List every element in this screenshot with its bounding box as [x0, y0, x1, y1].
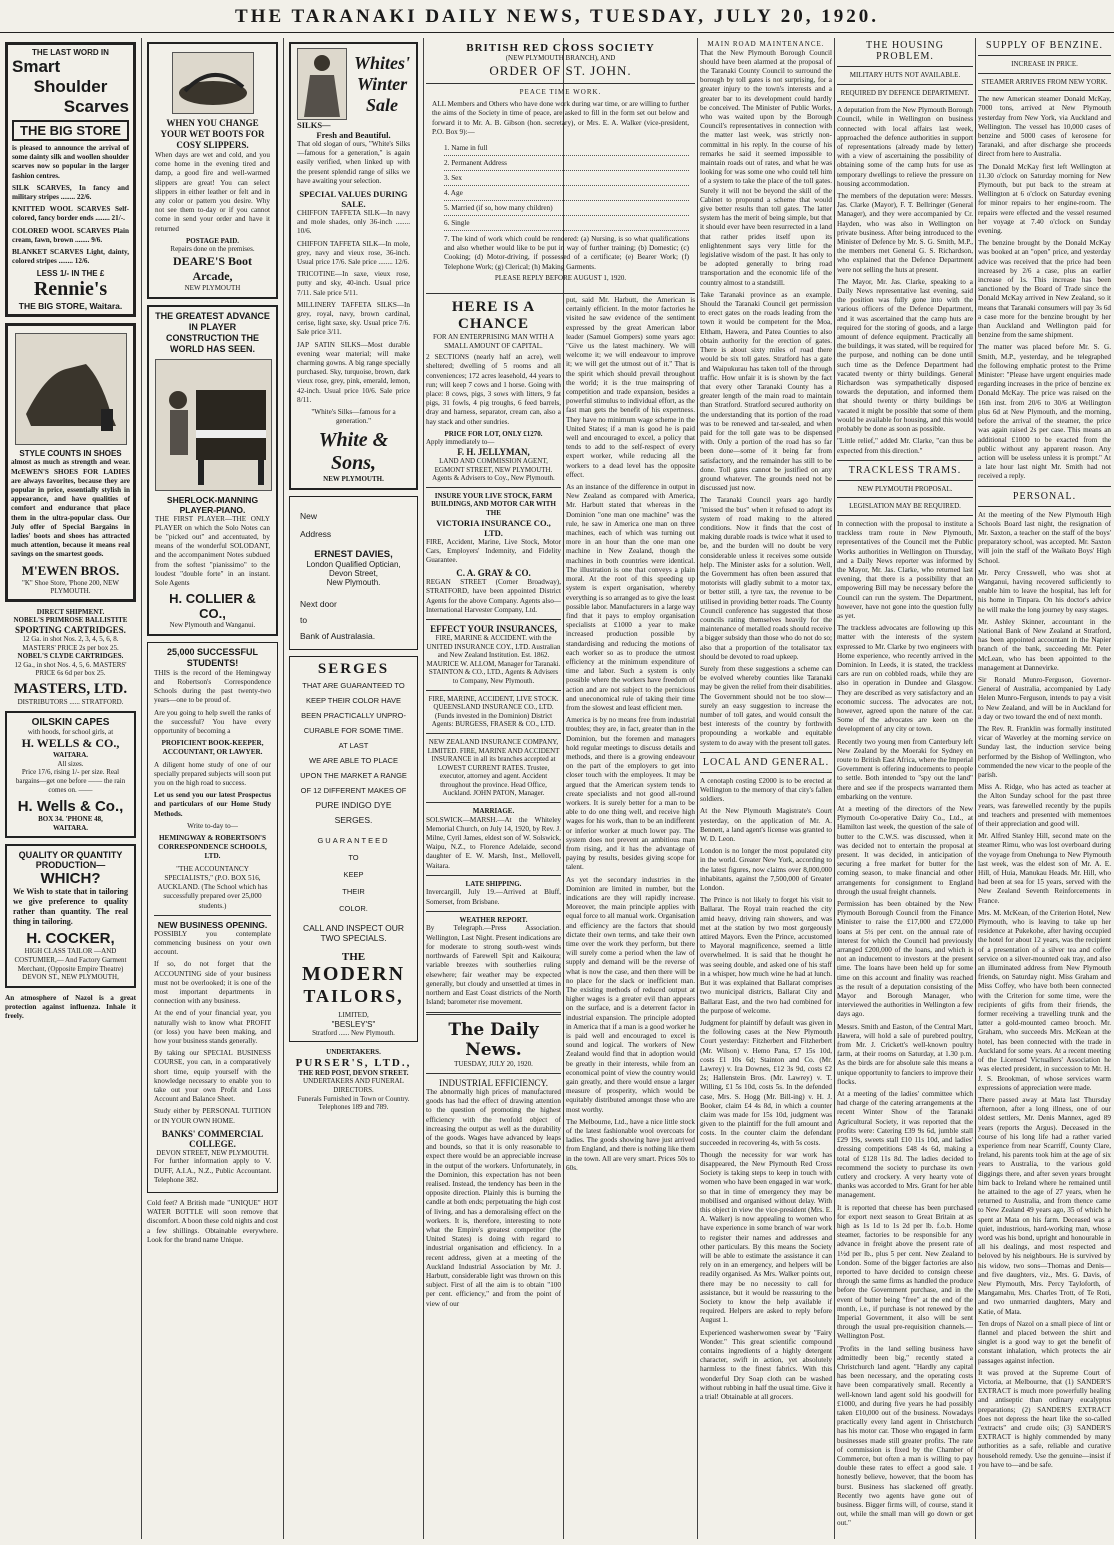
ad-text: GUARANTEED [317, 836, 390, 846]
ad-text: 2 SECTIONS (nearly half an acre), well sheltered; dwelling of 5 rooms and all conveniences; 172 acres leasehold, 44 years to run; will keep 7 cows and 1 horse. Going with place: 8 cows, pigs, 3 sows with litters, 9 fat pigs, 31 fowls, 4 pig troughs, 6 feed barrels, dray and harness, separator, cream can, also a hay stack and other sundries. [426, 353, 561, 426]
ad-text: THIS is the record of the Hemingway and Robertson's Correspondence Schools during the past twenty-two years—one to be proud of. [154, 668, 271, 705]
article-text: A cenotaph costing £2000 is to be erected at Wellington to the memory of that city's fallen soldiers. [700, 776, 832, 804]
section-heading: MARRIAGE. [472, 807, 515, 816]
article-text: The Prince is not likely to forget his visit to Ballarat. The Royal train reached the city amid heavy, driving rain showers, and was met at the station by two most gorgeously attired Mayors. Even the Prince, accustomed to Mayoral magnificence, seemed a little overwhelmed. It is said that he thought he was seeing double, and asked one of his staff in a whisper, how much wine he had at lunch. But it was explained that Ballarat comprises two municipal districts, Ballarat City and Ballarat East, and the two had combined for the purpose of welcome. [700, 896, 832, 1015]
article-text: Take Taranaki province as an example. Should the Taranaki Council get permission to erect gates on the roads leading from the town it would be competent for the Moa, Eltham, Hawera, and Patea Counties to also obtain authority for the erection of gates. There is about sixty miles of road there would be six toll gates. Stratford has a gate and Waipukurau has taken toll of the through traffic. How unfair it is is shown by the fact that every other Taranaki County has a greater length of the main road to maintain than Stratford. Stratford secured authority on the understanding that its portion of the road was to be renewed and tar-sealed, and when paid for the toll gate was to be dispensed with. Only a portion of the road has so far been done—some of it being far from satisfactory, and the remainder has still to be done. Toll gates cannot be justified on any ground whatever. The grounds need not be discussed just now. [700, 290, 832, 493]
ad-address: NEW PLYMOUTH [184, 284, 241, 293]
ad-text: POSTAGE PAID. [185, 236, 240, 245]
ad-address: New Plymouth and Wanganui. [169, 621, 256, 630]
purser-ad [289, 1048, 418, 1112]
ad-text: almost as much as strength and wear. McEWEN'S SHOES FOR LADIES are always favorites, because they are popular in price, essentially stylish in appearance, and have qualities of comfort and endurance that place them in the ultra-popular class. Our July offer of Special Bargains in ladies' boots and shoes has attracted much attention, because it means real savings on the smartest goods. [11, 458, 130, 559]
article-text: Recently two young men from Canterbury left New Zealand by the Moeraki for Sydney en route to British East Africa, where the Imperial Government is offering inducements to people to settle. Both intended to "spy out the land" there and see if the prospects warranted them embarking on the venture. [837, 737, 973, 801]
ad-heading: STYLE COUNTS IN SHOES [19, 449, 122, 459]
big-store-logo: THE BIG STORE [12, 120, 129, 141]
column-6 [700, 38, 832, 1541]
ad-text: TO [348, 853, 359, 863]
notice-text: Invercargill, July 19.—Arrived at Bluff, Somerset, from Brisbane. [426, 888, 561, 906]
ad-text: with hoods, for school girls, at [27, 727, 114, 736]
ad-text: OF 12 DIFFERENT MAKES OF [300, 786, 407, 796]
ad-address: THE RED POST, DEVON STREET. [298, 1068, 409, 1077]
ad-text: Address [300, 529, 332, 540]
ad-name: M'EWEN BROS. [21, 562, 120, 578]
article-subheading: NEW PLYMOUTH PROPOSAL. [857, 484, 953, 493]
ad-text: Devon Street, [329, 569, 378, 579]
article-text: Surely from these suggestions a scheme can be evolved whereby counties like Taranaki may be given the relief from their disabilities. The Government should not be too slow—surely an easy suggestion to increase the number of toll gates, and would consult the best interests of the country by forthwith propounding a workable and equitable system to do away with the present toll gates. [700, 665, 832, 747]
editorial-date: TUESDAY, JULY 20, 1920. [454, 1060, 533, 1069]
ad-text: BOX 34. 'PHONE 48, [38, 815, 103, 824]
ad-heading: UNDERTAKERS. [326, 1048, 381, 1057]
ad-text: to [300, 615, 308, 626]
ad-text: FIRE, Accident, Marine, Live Stock, Motor Cars, Employers' Indemnity, and Fidelity Guarantee. [426, 537, 561, 564]
ad-text: NOBEL'S PRIMROSE BALLISTITE [13, 616, 128, 625]
ad-name: DEARE'S Boot Arcade, [172, 254, 252, 284]
ad-text: Repairs done on the premises. [170, 245, 255, 254]
ad-text: POSSIBLY you contemplate commencing business on your own account. [154, 929, 271, 957]
ad-heading: SPECIAL VALUES DURING SALE. [299, 189, 408, 210]
article-heading: TRACKLESS TRAMS. [848, 464, 962, 476]
article-text: Mr. Percy Cresswell, who was shot at Wanganui, having recovered sufficiently to enable him to leave the hospital, has left for his home in Tinpara. On his doctor's advice he will make the long journey by easy stages. [978, 568, 1111, 614]
ad-text: DIRECT SHIPMENT. [36, 607, 105, 616]
column-rule [141, 38, 142, 1539]
ad-heading: THE GREATEST ADVANCE IN PLAYER CONSTRUCTION THE WORLD HAS SEEN. [155, 310, 270, 354]
banks-college-ad [147, 642, 278, 1193]
ad-heading: HERE IS A CHANCE [451, 299, 536, 332]
ad-text: Let us send you our latest Prospectus and particulars of our Home Study Methods. [154, 791, 271, 818]
article-text: Though the necessity for war work has disappeared, the New Plymouth Red Cross Society is taking steps to keep in touch with women who have been engaged in war work, so that in time of emergency they may be mobilised and organised without delay. With this object in view the vice-president (Mrs. E. A. Walker) is now appealing to women who have experience in some branch of war work to register their names and addresses and other particulars. By this means the Society will be able to estimate the assistance it can rely on in an emergency, and helpers will be readily organised. As Mrs. Walker points out, there may be no necessity to call for assistance, but it would be reassuring to the Society to know the help available if required. Helpers are asked to reply before August 1. [700, 1150, 832, 1325]
ad-text: Write to-day to— [187, 821, 238, 830]
article-text: As an instance of the difference in output in New Zealand as compared with America, Mr. Harbutt stated that whereas in the Dominion "one man one machine" was the rule, he saw in America one man on three machines, each of which was turning out more in an hour than the one man one machine in New Zealand, though the machines in both countries were identical. The illustration is one that conveys a plain moral. At the root of this speeding up system is expert organisation, whereby everything is so arranged as to give the least possible labor. Manufacturers in a large way find that it pays to employ organisation specialists at £1000 a year to make increased production possible by standardising and reducing the motions of each worker so as to produce the utmost efficiency at the minimum expenditure of time and labor. Such a system is only possible where the workers have freedom of action and are not subject to the pernicious and uneconomical rule of taking their time from the slowest and least efficient men. [566, 483, 695, 712]
ad-text: CALL AND INSPECT OUR TWO SPECIALS. [302, 923, 405, 944]
ad-heading: Whites' [353, 52, 410, 73]
ad-text: WAITARA. [52, 751, 89, 760]
form-field-married: 5. Married (if so, how many children) [444, 201, 689, 216]
ad-text: SERGES. [334, 815, 373, 826]
wells-ad [5, 711, 136, 839]
article-heading: THE HOUSING PROBLEM. [866, 40, 944, 62]
ad-item: "White's Silks—famous for a generation." [311, 408, 396, 426]
piano-illustration [155, 359, 272, 491]
ad-text: Study either by PERSONAL TUITION or IN YOUR OWN HOME. [154, 1107, 271, 1125]
ad-heading: OILSKIN CAPES [31, 716, 110, 728]
article-text: It was proved at the Supreme Court of Victoria, at Melbourne, that (1) SANDER'S EXTRACT is much more powerfully healing and antiseptic than ordinary eucalyptus preparations; (2) SANDER'S EXTRACT does not depress the heart like the so-called "extracts" and crude oils; (3) SANDER'S EXTRACT is highly commended by many authorities as a safe, reliable and curative household remedy. Use the genuine—insist if you have to—and be safe. [978, 1368, 1111, 1469]
ad-heading: Winter [356, 73, 408, 94]
article-text: The Rev. R. Franklin was formally instituted vicar of Waverley at the morning service on Sunday last, the induction service being performed by the Bishop of Wellington, who commended the new vicar to the people of the parish. [978, 724, 1111, 779]
ad-text: UNDERTAKERS AND FUNERAL DIRECTORS. [303, 1077, 404, 1095]
nazol-notice: An atmosphere of Nazol is a great protection against influenza. Inhale it freely. [5, 993, 136, 1021]
ad-text: We Wish to state that in tailoring we give preference to quality rather than quantity. The real thing in tailoring. [13, 887, 128, 927]
collier-ad [147, 305, 278, 636]
article-text: "Profits in the land selling business have admittedly been big," recently stated a Christchurch land agent. "Hardly any capital has been necessary, and the operating costs have been comparatively small. Recently a well-known land agent sold his goodwill for £1000, and during five years he had possibly taken £10,000 out of the business. Nowadays practically every land agent in Christchurch has his motor car. Those who engaged in farm businesses made still greater profits. The rate of commission is fixed by the Chamber of Commerce, but often a man is willing to pay double these rates to effect a good sale. I honestly believe, however, that the boom has burst. Business has slackened off greatly. Recently two agents have gone out of business. Bigger firms will, of course, stand it out, while the small man will go down or get out." [837, 1344, 973, 1528]
article-text: In connection with the proposal to institute a trackless tram route in New Plymouth, representatives of the Council met the Public Works authorities in Wellington on Thursday, and a Daily News reporter was informed by the Mayor, Mr. Jas. Clarke, who returned last evening, that there is a possibility that an empowering Bill may be necessary before the Council can run the system. The Department, however, have not gone into the question fully as yet. [837, 519, 973, 620]
article-heading: SUPPLY OF BENZINE. [986, 40, 1103, 51]
column-rule [423, 38, 424, 1539]
ad-item: CHIFFON TAFFETA SILK—In mole, grey, navy and vieux rose, 36-inch. Usual price 17/6. Sale price ........ 12/6. [297, 239, 410, 267]
section-heading: WEATHER REPORT. [459, 915, 528, 924]
column-rule [283, 38, 284, 1539]
column-2 [144, 38, 281, 1541]
notice-heading: BRITISH RED CROSS SOCIETY [466, 42, 655, 54]
ad-text: If so, do not forget that the ACCOUNTING side of your business must not be overlooked; it is one of the most important departments in connection with any business. [154, 960, 271, 1006]
article-text: London is no longer the most populated city in the world. Greater New York, according to the latest figures, now claims over 8,000,000 inhabitants, against the 7,500,000 of Greater London. [700, 847, 832, 893]
masthead: THE TARANAKI DAILY NEWS, TUESDAY, JULY 20, 1920. [0, 6, 1114, 33]
ad-text: By taking our SPECIAL BUSINESS COURSE, you can, in a comparatively short time, equip yourself with the knowledge necessary to enable you to take out your own Profit and Loss Account and Balance Sheet. [154, 1049, 271, 1104]
form-field-age: 4. Age [444, 186, 689, 201]
ad-address: HIGH CLASS TAILOR —AND COSTUMIER,— And Factory Garment Merchant, (Opposite Empire Theatre) DEVON ST., NEW PLYMOUTH, [14, 947, 127, 982]
article-text: It is reported that cheese has been purchased for export next season to Great Britain at as high as 1s 1d to 1s 2d per lb. f.o.b. Home steamer, factories to be responsible for any advance in freight above the present rate of 1½d per lb., plus 5 per cent. New Zealand to London. Some of the bigger factories are also reported to have decided to consign cheese through the same firms as handled the produce before the Government purchase, and in the event of butter being "free" at the end of the month, i.e., if purchase is not renewed by the Imperial Government, it also will be sent through the usual pre-requisition channels.—Wellington Post. [837, 1203, 973, 1341]
ad-name: MASTERS, LTD. [13, 681, 128, 698]
ad-text: REGAN STREET (Corner Broadway), STRATFORD, have been appointed District Agents for the above Company. Agents also—International Harvester Company, Ltd. [426, 578, 561, 614]
ad-name: H. COLLIER & CO., [169, 591, 256, 622]
ad-text: THAT ARE GUARANTEED TO [302, 681, 405, 691]
ad-text: PROFICIENT BOOK-KEEPER, ACCOUNTANT, OR LAWYER. [161, 739, 264, 757]
notice-text: SOLSWICK—MARSH.—At the Whiteley Memorial Church, on July 14, 1920, by Rev. J. Milne, Cyril James, eldest son of W. Solswick, Waipu, N.Z., to Florence Adelaide, second daughter of E. W. Marsh, Inst., Mellovell, Waitara. [426, 815, 561, 870]
form-field-name: 1. Name in full [444, 141, 689, 156]
article-text: The trackless advocates are following up this matter with the interests of the system expressed to Mr. Clarke by two engineers with Home experience, who recently arrived in the Dominion. In Leeds, it is stated, the trackless cars are run on cobbled roads, while they are also in operation in Dundee and Glasgow. They are described as very satisfactory and an economic success. The advocates are not, however, agreed upon the nature of the car. Some of the advocates are keen on the development of any city or town. [837, 624, 973, 734]
article-text: Mrs. M. McKean, of the Criterion Hotel, New Plymouth, who is leaving to take up her residence at Pukekohe, after having occupied the hotel for about 12 years, was the recipient of a presentation of a silver tea and coffee service on a silver-mounted oak tray, and also an illuminated address from New Plymouth friends, on Saturday night. Miss Graham and Miss Coffey, who have both been connected with the Criterion for some time, were the recipients of gifts from their friends, the former receiving a travelling trunk and the latter a gold-mounted cameo brooch. Mr. Graham, who succeeds Mrs. McKean at the hotel, has been connected with the trade in Auckland for some years. At a recent meeting of the Licensed Victuallers' Association he was elected president, in succession to Mr. H. J. S. Brookman, of whose services warm expressions of appreciation were made. [978, 908, 1111, 1092]
ad-text: For further information apply to V. DUFF, A.I.A., N.Z., Public Accountant. Telephone 382. [154, 1157, 271, 1184]
ad-name: MODERN [301, 963, 406, 986]
article-subheading: REQUIRED BY DEFENCE DEPARTMENT. [840, 88, 970, 97]
notice-heading: ORDER OF ST. JOHN. [489, 62, 632, 78]
section-rule [426, 293, 695, 294]
ad-item: KNITTED WOOL SCARVES Self-colored, fancy border ends ........ 21/-. [12, 205, 129, 223]
ad-name: C. A. GRAY & CO. [456, 568, 531, 579]
ad-text: Apply immediately to— [426, 438, 495, 447]
article-subheading: MILITARY HUTS NOT AVAILABLE. [849, 71, 961, 79]
article-text: There passed away at Mata last Thursday afternoon, after a long illness, one of our oldest settlers, Mr. Denis Mannex, aged 89 years (reports the Argus). Deceased in the course of his long life had a rather varied experience from near Scarriff, County Clare, Ireland, his parents took him at the age of six years to Australia, to the various gold diggings there, and after seven years brought him back to Ireland where he remained until he attained to the age of 27 years, when he returned to Australia, and from thence came to New Zealand 49 years ago, 35 of which he spent at Mata on his farm. Deceased was a quiet, industrious, hard-working man, whose word was his bond, upright and honourable in all his dealings, and most respected and beloved by his neighbours. He is survived by his widow, two sons—Thomas and Denis—and five daughters, viz., Mrs. G. Davis, of New Plymouth, Mrs. Percy Tayloforth, of Mangamahu, Mrs. Charles Trott, of Te Roti, and two unmarried daughters, Mary and Katie, of Mata. [978, 1095, 1111, 1316]
form-field-single: 6. Single [444, 216, 689, 231]
section-heading: PERSONAL. [1012, 490, 1077, 502]
article-text: Permission has been obtained by the New Plymouth Borough Council from the Finance Minister to raise the £17,000 and £72,000 loans at 5½ per cent. on the annual rate of interest for which the Council had previously arranged £200,000 of the loans, and which is not an inducement to investors at the present time. The loans have been held up for some time on this account and finality was reached as the result of a deputation consisting of the Mayor and Borough Manager, who interviewed the authorities in Wellington a few days ago. [837, 900, 973, 1019]
ad-address: DEVON STREET, NEW PLYMOUTH. [156, 1148, 269, 1157]
notice-text: ALL Members and Others who have done work during war time, or are willing to further the aims of the Society in time of peace, are asked to fill in the form set out below and forward it to Mr. A. B. Gibson (hon. secretary), or Mrs. E. A. Walker (vice-president, P.O. Box 9):— [432, 100, 689, 136]
shoe-illustration [15, 333, 127, 445]
column-rule [975, 38, 976, 1539]
article-text: Ten drops of Nazol on a small piece of lint or flannel and placed between the shirt and singlet is a good way to get the benefit of constant inhalation, which protects the air passages against infection. [978, 1319, 1111, 1365]
ad-text: Funerals Furnished in Town or Country. Telephones 189 and 789. [297, 1094, 410, 1112]
section-heading: LOCAL AND GENERAL. [702, 756, 830, 768]
column-4 [426, 296, 561, 1541]
ad-heading: Smart [12, 57, 61, 76]
ad-text: AT LAST [338, 741, 369, 751]
article-text: Sir Ronald Munro-Ferguson, Governor-General of Australia, accompanied by Lady Helen Munro-Ferguson, intends to pay a visit to New Zealand, and will be in Auckland for a day or two toward the end of next month. [978, 675, 1111, 721]
article-text: The Donald McKay first left Wellington at 11.30 o'clock on Saturday morning for New Plymouth, but put back to the stream at Wellington at 6 o'clock on Saturday evening for minor repairs to her engine-room. The repairs were effected and the vessel resumed her voyage at 7.40 o'clock on Sunday evening. [978, 162, 1111, 236]
ad-text: All sizes. [57, 759, 84, 768]
davies-ad [289, 496, 418, 650]
article-text: The members of the deputation were: Messrs. Jas. Clarke (Mayor), F. T. Bellringer (General Manager), and they were accompanied by Cr. Hayden, who was also in Wellington on private business. After being introduced to the Minister of Defence by Mr. S. G. Smith, M.P., the members met General G. S. Richardson, who explained that the Defence Department were not selling the huts at present. [837, 192, 973, 274]
column-rule [697, 38, 698, 1539]
ad-name: H. Wells & Co., [17, 798, 124, 816]
ad-text: FOR AN ENTERPRISING MAN WITH A SMALL AMOUNT OF CAPITAL. [432, 333, 555, 350]
column-1 [2, 38, 139, 1541]
ad-text: 12 Ga., in shot Nos. 4, 5, 6. MASTERS' PRICE 6s 6d per box 25. [14, 660, 127, 678]
ad-heading: WHEN YOU CHANGE YOUR WET BOOTS FOR COSY SLIPPERS. [160, 118, 265, 150]
ad-name: ERNEST DAVIES, [314, 549, 393, 561]
ad-text: Next door [300, 599, 337, 610]
column-7 [837, 38, 973, 1541]
article-text: The Taranaki Council years ago hardly "missed the bus" when it refused to adopt its system of road making to the altered conditions. Now it finds that the cost of making durable roads is twice what it used to be, and the burden will no doubt be very considerable unless it receives some outside help. The Minister asks for a solution. Well, the Government has often been assured that motorists will gladly submit to a motor tax, or better still, a tyre tax, the revenue to be utilised in providing better roads. The County Council conference has suggested that those councils rating themselves heavily for the maintenance of metalled roads should receive a bigger subsidy than those who do not do so; also that a proportion of the totalisator tax should be devoted to road upkeep. [700, 496, 832, 661]
ad-name: F. H. JELLYMAN, [457, 447, 530, 457]
section-heading: LATE SHIPPING. [465, 879, 522, 888]
article-text: put, said Mr. Harbutt, the American is certainly efficient. In the motor factories he visited he saw evidence of the sentiment expressed by the great American labor leader (Samuel Gompers) some years ago: "Give us the latest machinery. We will welcome it; we will endeavour to improve it; we will get the utmost out of it." That is the spirit which should prevail throughout the world; it is the true mainspring of competition and trade expansion, besides a powerful stimulus to individual effort, as the fast man gets the benefit of his expertness. They have no minimum wage scheme in the United States; if a man is good he is paid well and encouraged to excel, a policy that tends to add to the self-respect of every expert worker, while reducing all the workers to a dead level has the opposite effect. [566, 296, 695, 479]
ad-text: Fresh and Beautiful. [316, 130, 391, 140]
ad-heading: EFFECT YOUR INSURANCES, [430, 623, 557, 634]
article-text: At the meeting of the New Plymouth High Schools Board last night, the resignation of Mr. Saxton, a teacher on the staff of the boys' preparatory school, was accepted. Mr. Saxton will join the staff of the Waikato Boys' High School. [978, 510, 1111, 565]
notice-subheading: PEACE TIME WORK. [519, 87, 602, 96]
article-text: The new American steamer Donald McKay, 7000 tons, arrived at New Plymouth yesterday from New York, via Auckland and Wellington. The vessel has 10,000 cases of benzine and 5000 cases of kerosene for Taranaki, and after discharge she proceeds direct from here to Australia. [978, 95, 1111, 159]
ad-heading: INSURE YOUR LIVE STOCK, FARM BUILDINGS, AND MOTOR CAR WITH THE [431, 491, 556, 517]
red-cross-notice [426, 38, 695, 292]
notice-text: 7. The kind of work which could be rendered: (a) Nursing, is so what qualifications and also whether would like to be put in way of further training; (b) Domestic; (c) Cooking; (d) Motor-driving, if possessed of a certificate; (e) Bearer Work; (f) Telephone Work; (g) Clerical; (h) Making Garments. [444, 235, 689, 271]
unique-notice: Cold feet? A British made "UNIQUE" HOT WATER BOTTLE will soon remove that discomfort. A boon these cold nights and cost a few shillings. Obtainable everywhere. Look for the brand name Unique. [147, 1198, 278, 1244]
ad-name: PURSER'S, LTD., [295, 1056, 412, 1069]
ad-heading: SHERLOCK-MANNING PLAYER-PIANO. [166, 494, 259, 515]
ad-text: Price 17/6, rising 1/- per size. Real bargains—get one before —— the rain comes on. —— [15, 768, 126, 794]
article-subheading: LEGISLATION MAY BE REQUIRED. [849, 502, 961, 511]
article-text: The benzine brought by the Donald McKay was booked at an "open" price, and yesterday advice was received that the price had been increased by 2/6 a case, plus an earlier increase of 1s. This increase has been sanctioned by the Board of Trade since the Donald McKay arrived in New Zealand, so it means that Taranaki consumers will pay 3s 6d a case more for the benzine brought by her than Auckland and Wellington paid for benzine from the same shipment. [978, 239, 1111, 340]
mcewen-ad [5, 323, 136, 601]
modern-tailors-ad [289, 656, 418, 1042]
ad-text: THE FIRST PLAYER—THE ONLY PLAYER on which the Solo Notes can be "picked out" and accentuated, by means of the wonderful SOLODANT, and the accompaniment Notes subdued from the softest "pianissimo" to the loudest "double forte" in an instant. Sole Agents [155, 514, 270, 588]
ad-text: At the end of your financial year, you naturally wish to know what PROFIT (or loss) you have been making, and how your business stands generally. [154, 1009, 271, 1045]
article-text: Mr. Ashley Skinner, accountant in the National Bank of New Zealand at Stratford, has been appointed accountant in the Napier branch of the bank, succeeding Mr. Peter McLean, who has been appointed to the management at Dannevirke. [978, 617, 1111, 672]
ad-text: When days are wet and cold, and you come home in the evening tired and damp, a good fire and well-warmed slippers are great! You can select slippers in either leather or felt and in any color or pattern you desire. Why not see them to-day or if you cannot come in send your order and have it returned [155, 151, 270, 233]
ad-name: H. WELLS & CO., [21, 736, 120, 751]
ad-item: JAP SATIN SILKS—Most durable evening wear material; will make charming gowns. A big range specially purchased. Sky, turquoise, brown, dark vieux rose, grey, pink, emerald, lemon, 42-inch. Usual price 10/6. Sale price 8/11. [297, 340, 410, 404]
ad-heading: Sale [365, 94, 398, 115]
ad-text: HEMINGWAY & ROBERTSON'S CORRESPONDENCE SCHOOLS, LTD. [158, 834, 267, 861]
article-text: A deputation from the New Plymouth Borough Council, while in Wellington on business connected with local affairs last week, approached the defence authorities in support of representations (already made by letter) with a view of ascertaining the possibility of obtaining some of the camp huts for use as temporary dwellings to relieve the pressure on housing accommodation. [837, 106, 973, 188]
article-heading: INDUSTRIAL EFFICIENCY. [438, 1077, 548, 1088]
ad-address: "K" Shoe Store, 'Phone 200, NEW PLYMOUTH. [22, 578, 119, 596]
article-text: The Mayor, Mr. Jas. Clarke, speaking to a Daily News representative last evening, said the position was fully gone into with the various officers of the Defence Department, and it was ascertained that the camp huts are required for the storing of goods, and a large amount of defence equipment. Practically all the buildings, it was stated, will be required for the purpose, and nothing can be done until such time as the Defence Department had vacated twenty or thirty buildings. General Richardson was sympathetically disposed towards the deputation, and informed them that should twenty or thirty buildings be vacated it might be possible that some of them would be available for housing, and this would probably be done as soon as possible. [837, 277, 973, 434]
article-text: The abnormally high prices of manufactured goods has had the effect of drawing attention to the question of promoting the highest efficiency with the twofold object of increasing the output as well as the durability of the goods. Wages have advanced by leaps and bounds, so that it is only reasonable to expect there would be an appreciable increase in the output of the workers. Unfortunately, in the Dominion, this expectation has not been realised. Instead, the tendency has been in the opposite direction. Plainly this is burning the candle at both ends; perpetuating the high cost of living, and has a demoralising effect on the workers. It is, therefore, interesting to note what the Empire's greatest competitor (the United States) is doing with regard to industrial organisation and efficiency. In a recent address, given at a meeting of the Auckland Industrial Association by Mr. J. Harbutt, considerable light was thrown on this subject. First of all the aim is to obtain "100 per cent. efficiency," and from the point of view of our [426, 1087, 561, 1308]
ad-heading: WHICH? [40, 870, 101, 888]
notice-text: PLEASE REPLY BEFORE AUGUST 1, 1920. [494, 273, 627, 282]
article-subheading: STEAMER ARRIVES FROM NEW YORK. [981, 77, 1108, 86]
ad-item: TRICOTINE—In saxe, vieux rose, putty and sky, 40-inch. Usual price 7/11. Sale price 5/11. [297, 270, 410, 297]
ad-text: PURE INDIGO DYE [315, 800, 392, 811]
article-text: Miss A. Ridge, who has acted as teacher at the Alton Sunday school for the past three years, was farewelled recently by the pupils and teachers and presented with mementoes of their appreciation and good will. [978, 783, 1111, 829]
slipper-illustration [172, 52, 254, 114]
ad-text: Are you going to help swell the ranks of the successful? You have every opportunity of becoming a [154, 708, 271, 736]
ad-heading: THE LAST WORD IN [32, 48, 109, 57]
ad-text: FIRE, MARINE & ACCIDENT. with the UNITED INSURANCE COY., LTD. Australian and New Zealand Institution. Est. 1862. MAURICE W. ALLOM, Manager for Taranaki. STAINTON & CO., LTD., Agents & Advisers to Company, New Plymouth. [426, 633, 561, 685]
ad-text: THEIR [342, 887, 365, 897]
ad-heading: NEW BUSINESS OPENING. [157, 919, 268, 930]
ad-name: TAILORS, [303, 986, 404, 1007]
ad-address: DISTRIBUTORS ...... STRATFORD. [17, 698, 124, 707]
article-text: America is by no means free from industrial troubles; they are, in fact, greater than in the Dominion, but the foremen and managers hold regular meetings to discuss details and methods, and there is a growing endeavour on the part of the employers to get into closer touch with the employees. It may be argued that the American system tends to create specialists and not good all-round workers. It is surely better for a man to be able to do one thing well, and receive high wages for his work, than to be an indifferent or inferior worker at much lower pay. The system does not prevent an ambitious man from rising, and it has the advantage of paying by results, besides giving scope for talent. [566, 716, 695, 872]
ad-text: LIMITED, [338, 1011, 369, 1020]
ad-heading: 25,000 SUCCESSFUL STUDENTS! [166, 646, 259, 668]
article-text: As yet the secondary industries in the Dominion are limited in number, but the indications are they will rapidly increase. Moreover, the main principle applies with equal force to all manual work. Organisation and efficiency are the factors that should dictate their own terms, and take their own time over the work they perform, but there will surely come a period when the law of supply and demand will be the reverse of what is now the case, and then there will be no place for the slack or inefficient man. The existing methods of reduced output at higher wages is a greater evil than appears on the surface, and is a deterrent factor in industrial expansion. The principle adopted in America that if a man is a good worker he is paid well and encouraged to excel is sound and logical. The workers of New Zealand would find that in adoption would be greatly in their interests, while from an economical point of view the country would gain greatly, and there would ensue a larger measure of prosperity, which would be equitably distributed amongst those who are most worthy. [566, 875, 695, 1114]
ad-heading: PRODUCTION— [35, 860, 106, 871]
editorial-masthead: The Daily News. [448, 1020, 539, 1061]
big-store-ad [5, 42, 136, 317]
ad-item: BLANKET SCARVES Light, dainty, colored stripes ........ 12/6. [12, 248, 129, 266]
ad-heading: SERGES [317, 661, 390, 678]
ad-text: is pleased to announce the arrival of some dainty silk and woollen shoulder scarves now so popular in the larger fashion centres. [12, 144, 129, 180]
ad-address: LAND AND COMMISSION AGENT, EGMONT STREET, NEW PLYMOUTH. Agents & Advisers to Coy., New Plymouth. [432, 457, 555, 483]
article-text: The matter was placed before Mr. S. G. Smith, M.P., yesterday, and he telegraphed the following emphatic protest to the Prime Minister: "Please have urgent enquiries made regarding increases in the price of benzine ex Donald McKay. The price was raised on the 16th inst. from 20/6 to 30/6 at Wellington plus 6d at New Plymouth, and the morning, before the arrival of the steamer, the price was again raised 2s per case. This means an additional £1000 to be exacted from the public without any apparent reason. Any action will be useless unless it is prompt." At a late hour last night Mr. Smith had not received a reply. [978, 343, 1111, 481]
article-text: At the New Plymouth Magistrate's Court yesterday, on the application of Mr. A. Bennett, a land agent's license was granted to W. D. Leon. [700, 807, 832, 844]
ad-text: UPON THE MARKET A RANGE [300, 771, 407, 781]
cocker-ad [5, 844, 136, 987]
rennie-logo: Rennie's [33, 278, 108, 301]
article-text: At a meeting of the ladies' committee which had charge of the catering arrangements at the recent Winter Show of the Taranaki Agricultural Society, it was reported that the profits were: Catering £39 9s 6d, jumble stall £29 19s, sweets stall £10 11s 10d, and ladies' dressing competitions £48 4s 6d, making a total of £128 11s 8d. The ladies decided to recommend the society to purchase its own cutlery and crockery. A very hearty vote of thanks was accorded to Mrs. Grant for her able management. [837, 1090, 973, 1200]
column-3 [286, 38, 421, 1541]
ad-address: NEW PLYMOUTH. [323, 475, 384, 484]
ad-text: WE ARE ABLE TO PLACE [309, 756, 398, 766]
ad-text: NOBEL'S CLYDE CARTRIDGES. [17, 652, 124, 661]
article-heading: MAIN ROAD MAINTENANCE. [707, 40, 825, 48]
ad-item: COLORED WOOL SCARVES Plain cream, fawn, brown ........ 9/6. [12, 226, 129, 244]
ad-text: Bank of Australasia. [300, 631, 376, 642]
form-field-sex: 3. Sex [444, 171, 689, 186]
ad-text: CURABLE FOR SOME TIME. [303, 726, 404, 736]
ad-text: WAITARA. [52, 823, 89, 832]
ad-text: New [300, 511, 318, 522]
ad-text: COLOR. [339, 904, 368, 914]
whites-sale-ad [289, 42, 418, 490]
ad-heading: SPORTING CARTRIDGES. [15, 625, 126, 636]
ad-text: KEEP THEIR COLOR HAVE [305, 696, 402, 706]
ad-heading: Shoulder [33, 77, 108, 96]
ad-text: That old slogan of ours, "White's Silks—famous for a generation," is again easily verified, when linked up with the present splendid range of silks we have awaiting your selection. [297, 140, 410, 185]
ad-name: H. COCKER, [26, 930, 115, 948]
lady-illustration [297, 48, 347, 120]
article-text: At a meeting of the directors of the New Plymouth Co-operative Dairy Co., Ltd., at Hamilton last week, the question of the sale of butter to the C.W.S. was discussed, when it was decided not to entertain the proposal at present. It was decided, in anticipation of securing a free market for butter for the coming season, to make financial and other arrangements for consignment to England through the usual freight channels. [837, 804, 973, 896]
notice-subheading: (NEW PLYMOUTH BRANCH), AND [505, 54, 616, 62]
article-text: The Melbourne, Ltd., have a nice little stock of the latest fashionable wool overcoats for ladies. The goods showing have just arrived from England, and there is nothing like them in the town. All are very smart. Prices 50s to 60s. [566, 1117, 695, 1172]
article-text: Messrs. Smith and Easton, of the Central Mart, Hawera, will hold a sale of purebred poultry, from Mr. J. Crickett's well-known poultry farm, at their rooms on Saturday, at 1.30 p.m. As the birds are for absolute sale this means a unique opportunity to fanciers to improve their flocks. [837, 1022, 973, 1086]
article-text: Experienced washerwomen swear by "Fairy Wonder." This great scientific compound contains ingredients of a highly detergent character, swift in action, yet absolutely harmless to the finest fabrics. With this wonderful Dry Soap cloth can be washed without rubbing in half the usual time. Give it a trial! Obtainable at all grocers. [700, 1328, 832, 1402]
ad-text: New Plymouth. [326, 578, 381, 588]
ad-heading: QUALITY OR QUANTITY [18, 850, 123, 861]
article-subheading: INCREASE IN PRICE. [1011, 60, 1078, 68]
ad-text: 12 Ga. in shot Nos. 2, 3, 4, 5, 6, 8. MASTERS' PRICE 2s per box 25. [22, 635, 119, 652]
ad-address: Stratford ...... New Plymouth. [312, 1028, 395, 1037]
ad-item: CHIFFON TAFFETA SILK—In navy and mole shades, only 36-inch ........ 10/6. [297, 209, 410, 236]
form-field-address: 2. Permanent Address [444, 156, 689, 171]
article-text: That the New Plymouth Borough Council should have been alarmed at the proposal of the Taranaki County Council to surround the borough by toll gates is not surprising, for a greater injury to the town's interests and a greater bar to its development could hardly be conceived. The Minister of Public Works, who was waited upon by the Borough Council's representatives in connection with the matter last week, was strictly non-committal in his reply. In the course of his remarks he said it seemed impossible to maintain roads out of rates, and what he was looking for was some one who could tell him of a system to take the place of the toll gates. Surely it will not be beyond the skill of the Cabinet to propound a scheme that would give better results than toll gates. The latter system has the merit of being simple, but that it should ever have been resurrected in a land that rather prides itself upon its enlightenment says very little for the legislative wisdom of the past. It has only to be adopted generally to bring road transportation and the economic life of the country almost to a standstill. [700, 48, 832, 287]
notice-text: By Telegraph.—Press Association. Wellington, Last Night. Present indications are for moderate to strong south-west winds northwards of Farewell Spit and Kaikoura; variable breezes with southerlies ruling elsewhere; fair weather may be expected generally, but cloudy and unsettled at times in northern and East Coast districts of the North Island; barometer rise movement. [426, 924, 561, 1007]
ad-name: White & Sons, [318, 429, 389, 475]
ad-text: THE BIG STORE, Waitara. [18, 301, 123, 312]
ad-text: A diligent home study of one of our specially prepared subjects will soon put you on the high road to success. [154, 760, 271, 788]
article-text: Mr. Alfred Stanley Hill, second mate on the steamer Rimu, who was lost overboard during the voyage from Onehunga to New Plymouth last week, was the eldest son of Mr. A. E. Hill, of Huia, Manukau Heads. Mr. Hill, who had been at sea for 15 years, served with the New Zealand Seventh Reinforcements in France. [978, 832, 1111, 905]
ad-heading: Scarves [63, 97, 129, 116]
deare-ad [147, 42, 278, 299]
article-text: "Little relief," added Mr. Clarke, "can thus be expected from this direction." [837, 437, 973, 455]
ad-item: SILK SCARVES, In fancy and military stripes ........ 22/6. [12, 183, 129, 202]
article-text: Judgment for plaintiff by default was given in the following cases at the New Plymouth Court yesterday: Fitzherbert and Fitzherbert (Mr. Wilson) v. Hemo Pana, £7 15s 10d, costs £1 10s 6d; Stainton and Co. (Mr. Lawrey) v. Ira Downes, £12 3s 9d, costs £2 2s; Hallenstein Bros. (Mr. Lawrey) v. T. Willing, £1 5s 10d, costs 5s. In the defended case, Mrs. S. Hogg (Mr. Bill-ing) v. H. J. Booker, claim £4 4s 8d, in which a counter claim was made for 15s 10d, judgment was given to the plaintiff for the full amount and costs. In the counter claim the defendant succeeded in recovering 4s, with 5s costs. [700, 1018, 832, 1147]
ad-text: BEEN PRACTICALLY UNPRO- [301, 711, 406, 721]
ad-item: MILLINERY TAFFETA SILKS—In grey, royal, navy, brown cardinal, cerise, light saxe, sky. Usual price 7/6. Sale price 3/11. [297, 300, 410, 337]
ad-text: FIRE, MARINE, ACCIDENT, LIVE STOCK. QUEENSLAND INSURANCE CO., LTD. (Funds invested in the Dominion) District Agents: BURGESS, FRASER & CO., LTD. [428, 694, 559, 729]
ad-heading: THE [341, 951, 366, 964]
ad-name: BANKS' COMMERCIAL COLLEGE. [161, 1128, 264, 1149]
masters-ad [5, 608, 136, 707]
ad-text: "BESLEY'S" [331, 1019, 376, 1029]
ad-heading: VICTORIA INSURANCE CO., LTD. [436, 517, 551, 538]
ad-text: LESS 1/- IN THE £ [36, 269, 105, 279]
ad-text: London Qualified Optician, [306, 560, 401, 570]
column-8 [978, 38, 1111, 1541]
ad-text: SILKS— [297, 120, 331, 130]
column-5 [566, 296, 695, 1541]
ad-text: KEEP [343, 870, 364, 880]
ad-text: PRICE FOR LOT, ONLY £1270. [444, 429, 543, 438]
column-rule [834, 38, 835, 1539]
ad-text: NEW ZEALAND INSURANCE COMPANY, LIMITED. FIRE, MARINE AND ACCIDENT INSURANCE in all its branches accepted at LOWEST CURRENT RATES. Trustee, executor, attorney and agent. Accident throughout the province. Head Office, Auckland. JOHN PATON, Manager. [427, 737, 560, 798]
ad-text: "THE ACCOUNTANCY SPECIALISTS," (P.O. BOX 516, AUCKLAND. (The School which has successfully prepared over 25,000 students.) [157, 864, 268, 910]
